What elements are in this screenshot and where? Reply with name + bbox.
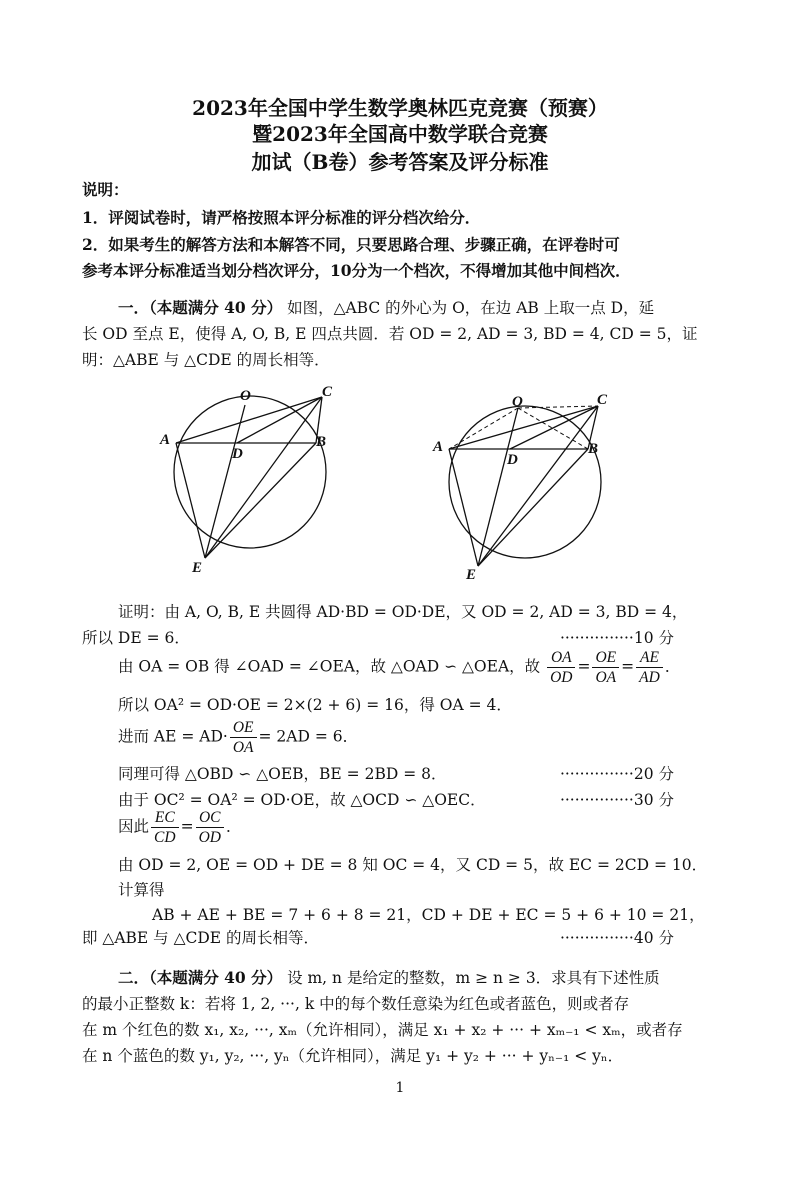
right-segment-BE: [478, 449, 588, 566]
proof-line-12: 即 △ABE 与 △CDE 的周长相等．: [82, 929, 320, 947]
fraction-ae-ad: [636, 648, 663, 687]
title-line-1: 2023年全国中学生数学奥林匹克竞赛（预赛）: [192, 96, 608, 120]
fraction-denominator: OD: [198, 829, 221, 846]
problem2-line-4: 在 n 个蓝色的数 y₁, y₂, ···, yₙ（允许相同），满足 y₁ + y₂ + ··· + yₙ₋₁ < yₙ．: [82, 1047, 624, 1065]
note-item-1: 1．评阅试卷时，请严格按照本评分标准的评分档次给分．: [82, 208, 481, 227]
right-label-E: E: [466, 567, 477, 583]
problem2-text-1: 设 m, n 是给定的整数，m ≥ n ≥ 3．求具有下述性质: [287, 969, 660, 987]
problem1-label: 一．（本题满分 40 分）: [118, 298, 283, 317]
left-segment-CE: [205, 397, 322, 558]
problem2-line-3: 在 m 个红色的数 x₁, x₂, ···, xₘ（允许相同），满足 x₁ + x₂ + ··· + xₘ₋₁ < xₘ，或者存: [82, 1021, 683, 1039]
proof-line-5-pre: 进而 AE = AD·: [118, 727, 228, 746]
fraction-oa-od: [547, 648, 575, 687]
title-line-2: 暨2023年全国高中数学联合竞赛: [252, 122, 548, 146]
left-label-A: A: [160, 432, 171, 448]
left-segment-AE: [176, 443, 205, 558]
score-20: ···············20 分: [559, 765, 674, 783]
left-figure: [174, 396, 326, 558]
fraction-oc-od: [196, 808, 224, 847]
right-label-B: B: [588, 441, 599, 457]
page-number: 1: [395, 1080, 405, 1096]
proof-line-3: 由 OA = OB 得 ∠OAD = ∠OEA，故 △OAD ∽ △OEA，故 $\frac{OA}{OD}$ = $\frac{OE}{OA}$ = $\frac{AE}{AD}$ ．: [118, 649, 681, 686]
title-line-3: 加试（B卷）参考答案及评分标准: [251, 150, 549, 174]
right-label-D: D: [507, 452, 518, 468]
fraction-numerator: OA: [547, 648, 575, 668]
proof-line-8-pre: 因此: [118, 817, 150, 836]
left-label-O: O: [240, 388, 251, 404]
right-figure: [449, 406, 601, 566]
note-item-2-line-1: 2．如果考生的解答方法和本解答不同，只要思路合理、步骤正确，在评卷时可: [82, 235, 620, 254]
problem2-line-1: [118, 966, 660, 988]
proof-line-8: 因此 $\frac{EC}{CD}$ = $\frac{OC}{OD}$ ．: [118, 809, 242, 846]
problem1-line-1: [118, 296, 654, 318]
proof-line-7: 由于 OC² = OA² = OD·OE，故 △OCD ∽ △OEC．: [118, 791, 486, 809]
right-label-A: A: [433, 439, 444, 455]
score-10: ···············10 分: [559, 629, 674, 647]
proof-line-6: 同理可得 △OBD ∽ △OEB，BE = 2BD = 8．: [118, 765, 447, 783]
right-circumcircle: [449, 406, 601, 558]
fraction-oe-oa: [592, 648, 619, 687]
problem2-label: 二．（本题满分 40 分）: [118, 968, 283, 987]
fraction-denominator: AD: [639, 669, 660, 686]
fraction-numerator: OE: [592, 648, 619, 668]
proof-line-10: 计算得: [118, 881, 165, 899]
fraction-oe-oa-2: [230, 718, 257, 757]
fraction-numerator: OE: [230, 718, 257, 738]
problem1-line-3: 明：△ABE 与 △CDE 的周长相等．: [82, 351, 330, 369]
fraction-numerator: EC: [151, 808, 179, 828]
fraction-denominator: CD: [154, 829, 176, 846]
left-label-B: B: [316, 434, 327, 450]
proof-line-3-text: 由 OA = OB 得 ∠OAD = ∠OEA，故 △OAD ∽ △OEA，故: [118, 657, 541, 676]
proof-line-4: 所以 OA² = OD·OE = 2×(2 + 6) = 16，得 OA = 4．: [118, 696, 512, 714]
fraction-numerator: OC: [196, 808, 224, 828]
proof-line-9: 由 OD = 2, OE = OD + DE = 8 知 OC = 4，又 CD = 5，故 EC = 2CD = 10．: [118, 856, 708, 874]
fraction-ec-cd: [151, 808, 179, 847]
problem1-text-1: 如图，△ABC 的外心为 O，在边 AB 上取一点 D，延: [287, 299, 655, 317]
left-label-C: C: [322, 384, 333, 400]
fraction-denominator: OA: [232, 739, 254, 756]
right-segment-CE: [478, 406, 598, 566]
right-label-O: O: [512, 394, 523, 410]
left-segment-BE: [205, 443, 316, 558]
right-segment-OE: [478, 408, 518, 566]
left-label-D: D: [232, 446, 243, 462]
proof-line-2: 所以 DE = 6．: [82, 629, 190, 647]
proof-line-5: [118, 718, 358, 757]
fraction-denominator: OD: [550, 669, 573, 686]
problem2-line-2: 的最小正整数 k：若将 1, 2, ···, k 中的每个数任意染为红色或者蓝色，则或者存: [82, 995, 630, 1013]
fraction-numerator: AE: [636, 648, 663, 668]
fraction-denominator: OA: [595, 669, 617, 686]
right-label-C: C: [597, 392, 608, 408]
notes-heading: 说明：: [82, 180, 129, 199]
proof-line-11: AB + AE + BE = 7 + 6 + 8 = 21，CD + DE + EC = 5 + 6 + 10 = 21，: [152, 906, 705, 924]
proof-line-1: 证明：由 A, O, B, E 共圆得 AD·BD = OD·DE，又 OD = 2, AD = 3, BD = 4，: [118, 603, 688, 621]
left-label-E: E: [192, 560, 203, 576]
proof-line-5-post: = 2AD = 6．: [258, 727, 359, 746]
score-30: ···············30 分: [559, 791, 674, 809]
note-item-2-line-2: 参考本评分标准适当划分档次评分，10分为一个档次，不得增加其他中间档次．: [82, 261, 631, 280]
problem1-line-2: 长 OD 至点 E，使得 A, O, B, E 四点共圆．若 OD = 2, AD = 3, BD = 4, CD = 5，证: [82, 325, 698, 343]
geometry-figures: [0, 380, 800, 590]
score-40: ···············40 分: [559, 929, 674, 947]
